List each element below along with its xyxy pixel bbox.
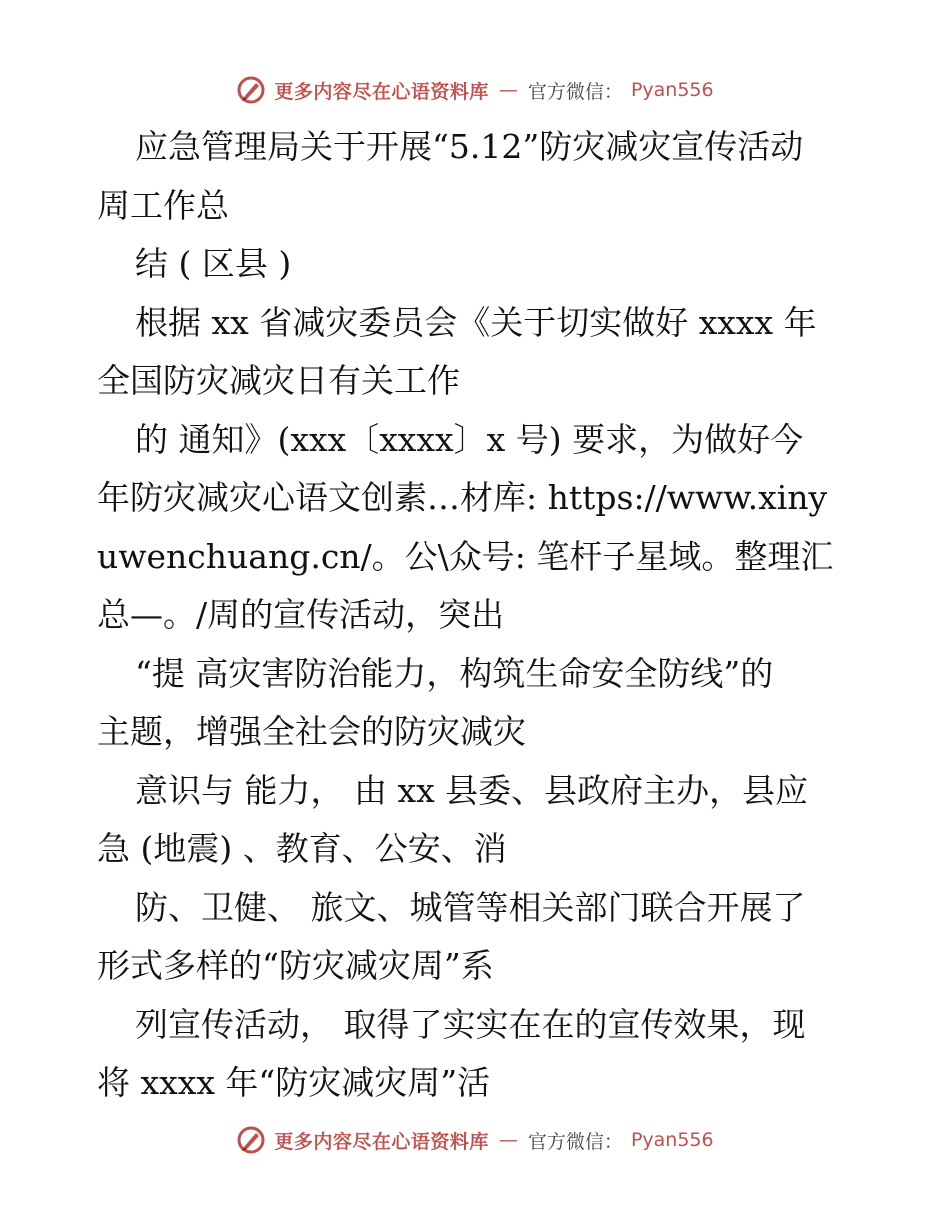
document-line: 结 ( 区县 ): [135, 244, 292, 283]
watermark-separator: —: [498, 1129, 518, 1151]
header-watermark: [0, 70, 950, 110]
document-line: 形式多样的“防灾减灾周”系: [97, 946, 494, 985]
document-line: 将 xxxx 年“防灾减灾周”活: [97, 1063, 491, 1102]
document-line: 周工作总: [97, 185, 229, 225]
document-line: 列宣传活动， 取得了实实在在的宣传效果，现: [135, 1004, 806, 1044]
watermark-official-label: 官方微信：: [527, 80, 623, 103]
document-line: uwenchuang.cn/。公\众号: 笔杆子星域。整理汇: [97, 536, 834, 576]
quill-logo-icon: [236, 1125, 266, 1155]
quill-logo-icon: [236, 75, 266, 105]
watermark-site-text: 更多内容尽在心语资料库: [274, 1130, 489, 1153]
watermark-wechat-id: Pyan556: [630, 79, 714, 101]
document-line: 根据 xx 省减灾委员会《关于切实做好 xxxx 年: [135, 302, 817, 342]
document-line: “提 高灾害防治能力，构筑生命安全防线”的: [135, 653, 774, 693]
watermark-separator: —: [498, 79, 518, 101]
watermark-official-label: 官方微信：: [527, 1130, 623, 1153]
document-line: 全国防灾减灾日有关工作: [97, 361, 460, 400]
document-line: 防、卫健、 旅文、城管等相关部门联合开展了: [135, 887, 806, 927]
watermark-wechat-id: Pyan556: [630, 1129, 714, 1151]
document-line: 的 通知》(xxx〔xxxx〕x 号) 要求，为做好今: [135, 419, 804, 459]
document-line: 意识与 能力， 由 xx 县委、县政府主办，县应: [135, 770, 809, 810]
document-line: 总—。/周的宣传活动，突出: [97, 595, 505, 634]
document-line: 主题，增强全社会的防灾减灾: [97, 712, 526, 751]
watermark-site-text: 更多内容尽在心语资料库: [274, 80, 489, 103]
document-line: 急 (地震) 、教育、公安、消: [97, 829, 507, 868]
document-body: [97, 118, 857, 1113]
footer-watermark: [0, 1120, 950, 1160]
document-line: 年防灾减灾心语文创素…材库: https://www.xiny: [97, 478, 828, 517]
document-line: 应急管理局关于开展“5.12”防灾减灾宣传活动: [135, 127, 804, 166]
